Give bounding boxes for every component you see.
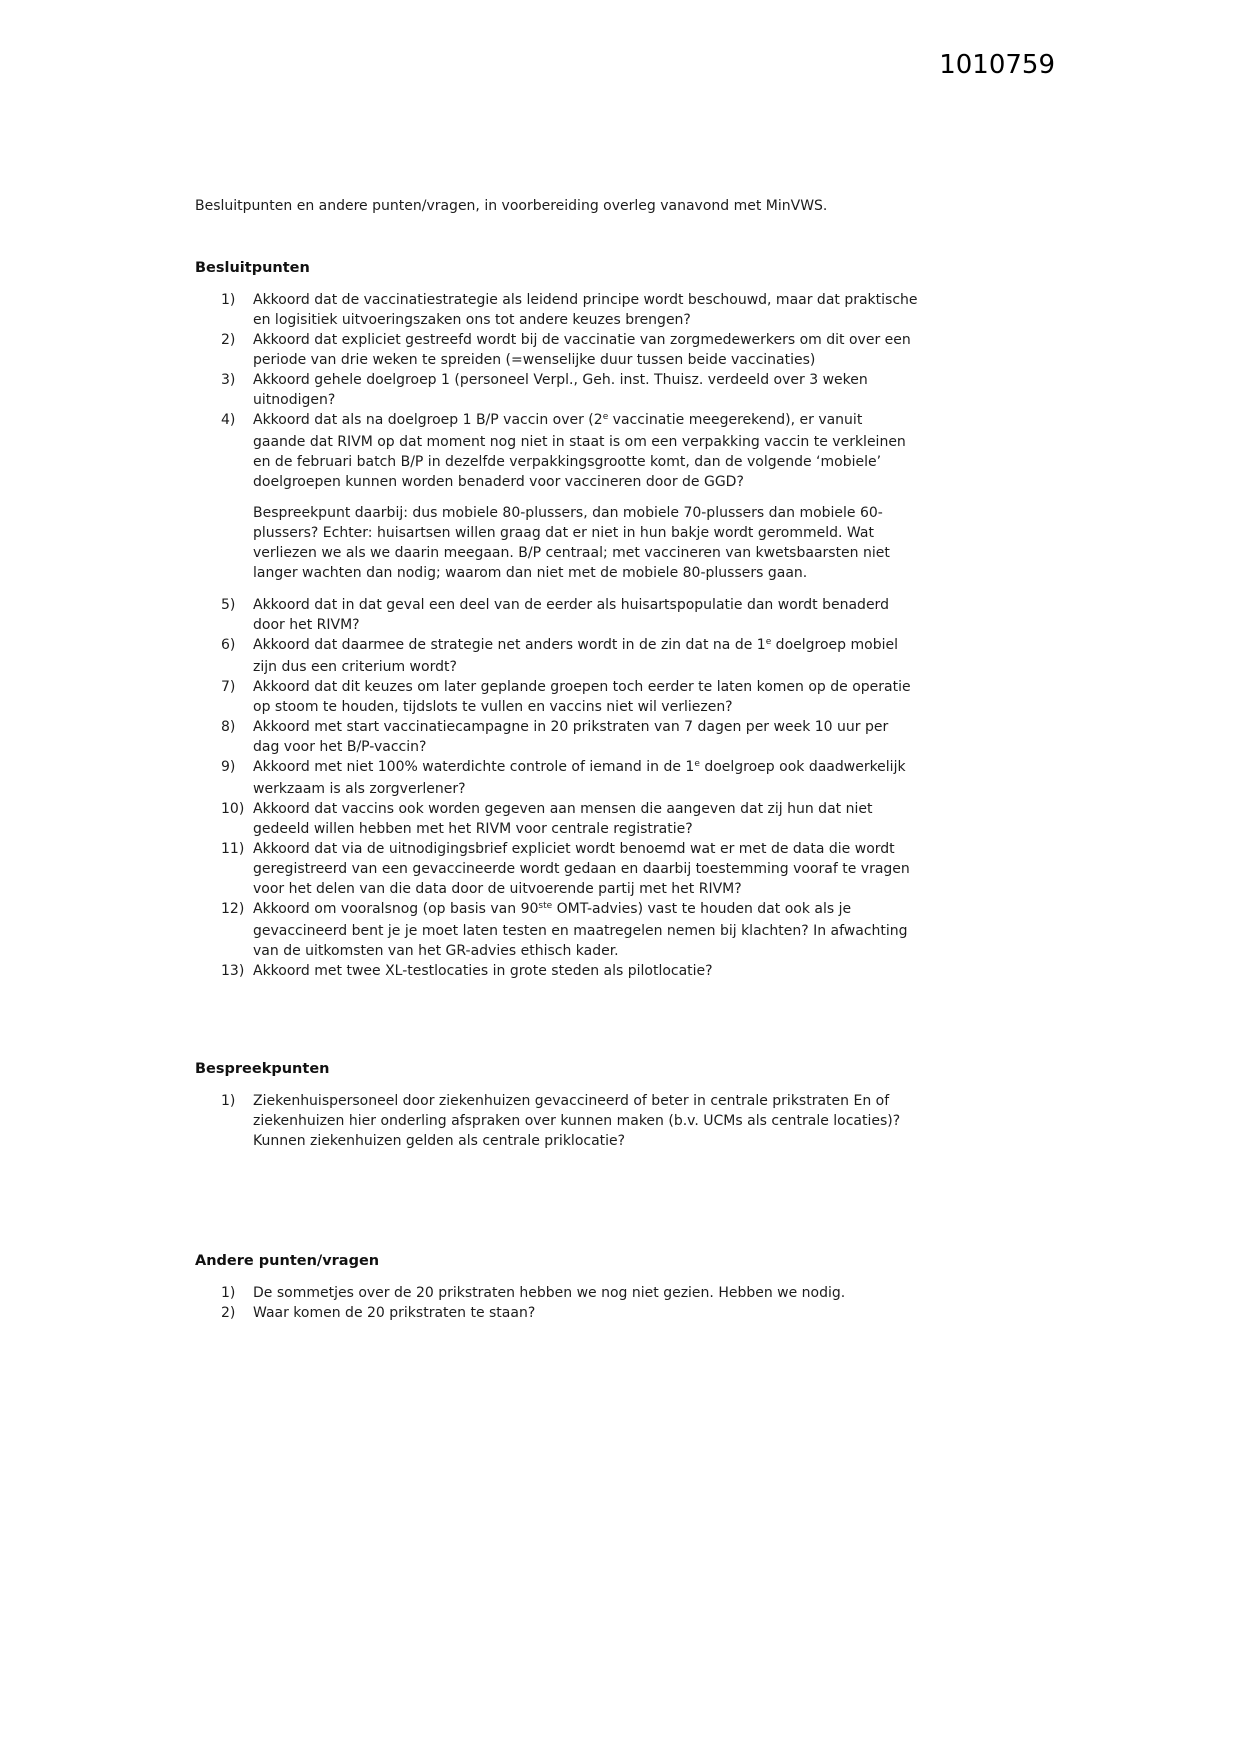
item-text: De sommetjes over de 20 prikstraten hebben we nog niet gezien. Hebben we nodig.	[253, 1285, 846, 1301]
numbered-list-bespreekpunten	[195, 1091, 919, 1151]
item-text: Akkoord om vooralsnog (op basis van 90ste OMT-advies) vast te houden dat ook als je gevaccineerd bent je je moet laten testen en maatregelen nemen bij klachten? In afwachting van de uitkomsten van het GR-advies ethisch kader.	[253, 901, 908, 959]
numbered-list-andere-punten	[195, 1283, 919, 1323]
item-number: 7)	[221, 679, 236, 695]
section-heading-andere-punten: Andere punten/vragen	[195, 1253, 380, 1269]
item-note: Bespreekpunt daarbij: dus mobiele 80-plussers, dan mobiele 70-plussers dan mobiele 60-plussers? Echter: huisartsen willen graag dat er niet in hun bakje wordt gerommeld. Wat verliezen we als we daarin meegaan. B/P centraal; met vaccineren van kwetsbaarsten niet langer wachten dan nodig; waarom dan niet met de mobiele 80-plussers gaan.	[253, 505, 890, 581]
item-text: Akkoord dat daarmee de strategie net anders wordt in de zin dat na de 1e doelgroep mobiel zijn dus een criterium wordt?	[253, 637, 898, 675]
document-content	[195, 196, 919, 1323]
list-item	[195, 410, 919, 492]
item-number: 3)	[221, 372, 236, 388]
section-besluitpunten	[195, 258, 919, 981]
item-text: Akkoord dat vaccins ook worden gegeven aan mensen die aangeven dat zij hun dat niet gedeeld willen hebben met het RIVM voor centrale registratie?	[253, 801, 873, 837]
section-heading-bespreekpunten: Bespreekpunten	[195, 1061, 330, 1077]
item-text: Akkoord dat dit keuzes om later geplande groepen toch eerder te laten komen op de operatie op stoom te houden, tijdslots te vullen en vaccins niet wil verliezen?	[253, 679, 911, 715]
item-text: Akkoord dat de vaccinatiestrategie als leidend principe wordt beschouwd, maar dat praktische en logisitiek uitvoeringszaken ons tot andere keuzes brengen?	[253, 292, 918, 328]
list-item	[195, 799, 919, 839]
list-item	[195, 961, 919, 981]
item-text: Akkoord gehele doelgroep 1 (personeel Verpl., Geh. inst. Thuisz. verdeeld over 3 weken uitnodigen?	[253, 372, 868, 408]
list-item	[195, 1091, 919, 1151]
list-item	[195, 595, 919, 635]
section-heading-besluitpunten: Besluitpunten	[195, 260, 310, 276]
item-number: 5)	[221, 597, 236, 613]
list-item	[195, 717, 919, 757]
item-number: 2)	[221, 1305, 236, 1321]
item-text: Akkoord met start vaccinatiecampagne in 20 prikstraten van 7 dagen per week 10 uur per dag voor het B/P-vaccin?	[253, 719, 889, 755]
superscript-text: ste	[538, 901, 553, 911]
superscript-text: e	[694, 759, 700, 769]
list-item	[195, 1303, 919, 1323]
list-item	[195, 290, 919, 330]
item-number: 1)	[221, 1093, 236, 1109]
item-text: Akkoord dat in dat geval een deel van de eerder als huisartspopulatie dan wordt benaderd door het RIVM?	[253, 597, 889, 633]
item-text: Akkoord dat als na doelgroep 1 B/P vaccin over (2e vaccinatie meegerekend), er vanuit gaande dat RIVM op dat moment nog niet in staat is om een verpakking vaccin te verkleinen en de februari batch B/P in dezelfde verpakkingsgrootte komt, dan de volgende ‘mobiele’ doelgroepen kunnen worden benaderd voor vaccineren door de GGD?	[253, 412, 906, 490]
item-number: 9)	[221, 759, 236, 775]
list-item	[195, 899, 919, 961]
superscript-text: e	[765, 637, 772, 647]
item-text: Waar komen de 20 prikstraten te staan?	[253, 1305, 536, 1321]
item-text: Akkoord dat expliciet gestreefd wordt bij de vaccinatie van zorgmedewerkers om dit over een periode van drie weken te spreiden (=wenselijke duur tussen beide vaccinaties)	[253, 332, 911, 368]
numbered-list-besluitpunten	[195, 290, 919, 981]
item-number: 1)	[221, 1285, 236, 1301]
section-andere-punten	[195, 1251, 919, 1323]
list-item	[195, 1283, 919, 1303]
item-text: Akkoord dat via de uitnodigingsbrief expliciet wordt benoemd wat er met de data die wordt geregistreerd van een gevaccineerde wordt gedaan en daarbij toestemming vooraf te vragen voor het delen van die data door de uitvoerende partij met het RIVM?	[253, 841, 910, 897]
item-number: 11)	[221, 841, 245, 857]
item-number: 10)	[221, 801, 245, 817]
list-item	[195, 677, 919, 717]
item-number: 8)	[221, 719, 236, 735]
item-number: 1)	[221, 292, 236, 308]
item-text: Ziekenhuispersoneel door ziekenhuizen gevaccineerd of beter in centrale prikstraten En of ziekenhuizen hier onderling afspraken over kunnen maken (b.v. UCMs als centrale locaties)? Kunnen ziekenhuizen gelden als centrale priklocatie?	[253, 1093, 901, 1149]
document-number: 1010759	[939, 50, 1055, 80]
superscript-text: e	[602, 412, 609, 422]
intro-paragraph: Besluitpunten en andere punten/vragen, in voorbereiding overleg vanavond met MinVWS.	[195, 198, 828, 214]
list-item	[195, 370, 919, 410]
item-number: 2)	[221, 332, 236, 348]
item-number: 13)	[221, 963, 245, 979]
item-text: Akkoord met twee XL-testlocaties in grote steden als pilotlocatie?	[253, 963, 713, 979]
list-item	[195, 757, 919, 799]
list-item	[195, 330, 919, 370]
item-number: 6)	[221, 637, 236, 653]
item-text: Akkoord met niet 100% waterdichte controle of iemand in de 1e doelgroep ook daadwerkelijk werkzaam is als zorgverlener?	[253, 759, 906, 797]
list-item	[195, 839, 919, 899]
list-item	[195, 635, 919, 677]
item-number: 12)	[221, 901, 245, 917]
item-number: 4)	[221, 412, 236, 428]
section-bespreekpunten	[195, 1059, 919, 1151]
